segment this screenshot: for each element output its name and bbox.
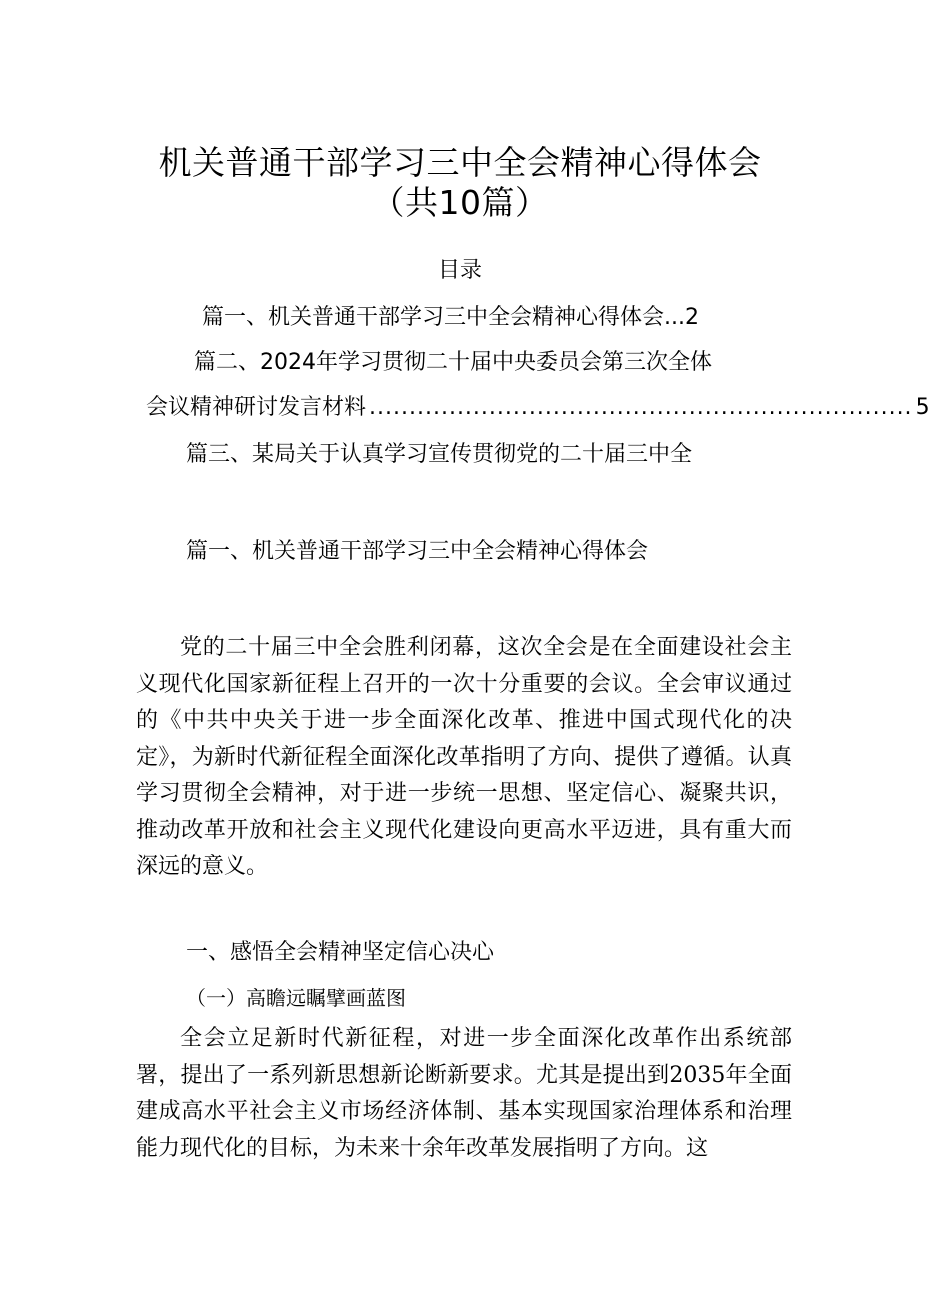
toc-entry-1-page: 2 xyxy=(684,305,699,330)
toc-entry-2-leader: .................................................................... xyxy=(369,395,913,420)
toc-entry-2-page: 5 xyxy=(915,395,930,420)
body-paragraph-1: 党的二十届三中全会胜利闭幕，这次全会是在全面建设社会主义现代化国家新征程上召开的一次十分重要的会议。全会审议通过的《中共中央关于进一步全面深化改革、推进中国式现代化的决定》，为新时代新征程全面深化改革指明了方向、提供了遵循。认真学习贯彻全会精神，对于进一步统一思想、坚定信心、凝聚共识，推动改革开放和社会主义现代化建设向更高水平迈进，具有重大而深远的意义。 xyxy=(136,635,792,879)
section-1-heading: 一、感悟全会精神坚定信心决心 xyxy=(186,940,495,965)
toc-entry-2-text: 会议精神研讨发言材料 xyxy=(146,395,367,420)
article-heading: 篇一、机关普通干部学习三中全会精神心得体会 xyxy=(186,539,649,564)
toc-entry-1[interactable] xyxy=(202,303,699,333)
toc-entry-3[interactable]: 篇三、某局关于认真学习宣传贯彻党的二十届三中全 xyxy=(186,442,693,467)
body-paragraph-2: 全会立足新时代新征程，对进一步全面深化改革作出系统部署，提出了一系列新思想新论断新要求。尤其是提出到2035年全面建成高水平社会主义市场经济体制、基本实现国家治理体系和治理能力现代化的目标，为未来十余年改革发展指明了方向。这 xyxy=(136,1026,792,1161)
toc-entry-2-line2[interactable] xyxy=(146,393,930,423)
toc-heading: 目录 xyxy=(437,258,482,283)
subsection-1-heading: （一）高瞻远瞩擘画蓝图 xyxy=(186,986,406,1010)
document-title-line2: （共10篇） xyxy=(371,183,549,222)
toc-entry-1-text: 篇一、机关普通干部学习三中全会精神心得体会... xyxy=(202,305,685,330)
toc-entry-2-line1[interactable]: 篇二、2024年学习贯彻二十届中央委员会第三次全体 xyxy=(194,350,712,375)
document-title-line1: 机关普通干部学习三中全会精神心得体会 xyxy=(158,143,762,182)
